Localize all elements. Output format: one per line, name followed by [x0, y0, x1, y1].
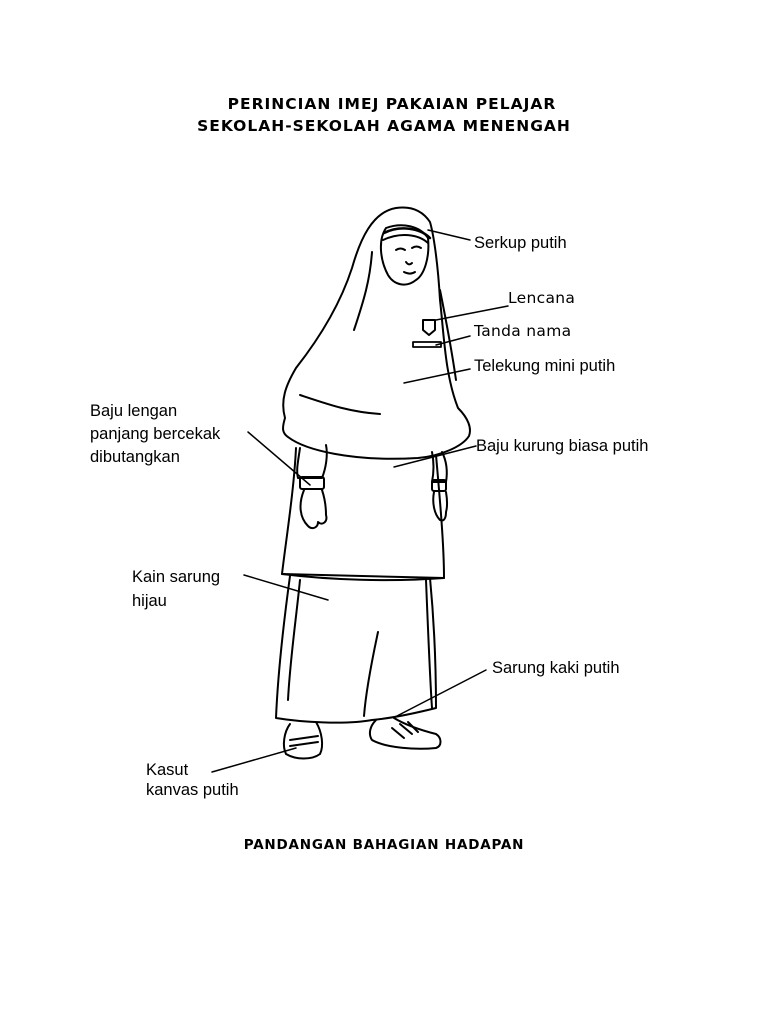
- label-kain-line-1: Kain sarung: [132, 568, 221, 586]
- label-sarung-kaki: Sarung kaki putih: [492, 659, 620, 677]
- baju-kurung-outline: [282, 448, 444, 580]
- label-kasut-line-1: Kasut: [146, 761, 189, 779]
- label-baju-lengan-line-3: dibutangkan: [90, 448, 180, 466]
- label-baju-kurung: Baju kurung biasa putih: [476, 437, 649, 455]
- pointer-baju-lengan: [248, 432, 310, 485]
- label-telekung: Telekung mini putih: [474, 357, 616, 375]
- right-shoe: [370, 718, 441, 749]
- pointer-sarung-kaki: [395, 670, 486, 717]
- label-kasut-line-2: kanvas putih: [146, 781, 239, 799]
- pointer-tanda-nama: [436, 336, 470, 345]
- telekung-outline: [283, 208, 470, 459]
- pointer-kain: [244, 575, 328, 600]
- label-lencana: Lencana: [508, 289, 576, 307]
- title-line-1: PERINCIAN IMEJ PAKAIAN PELAJAR: [227, 95, 557, 113]
- pointer-telekung: [404, 369, 470, 383]
- label-serkup: Serkup putih: [474, 234, 567, 252]
- title-line-2: SEKOLAH-SEKOLAH AGAMA MENENGAH: [197, 117, 571, 135]
- label-baju-lengan-line-2: panjang bercekak: [90, 425, 221, 443]
- pointer-lencana: [436, 306, 508, 320]
- label-tanda-nama: Tanda nama: [474, 322, 572, 340]
- label-kain-line-2: hijau: [132, 592, 167, 610]
- left-sleeve: [297, 445, 327, 478]
- pointer-kasut: [212, 748, 296, 772]
- left-hand: [301, 490, 327, 528]
- lencana-badge: [423, 320, 435, 335]
- view-caption: PANDANGAN BAHAGIAN HADAPAN: [243, 837, 525, 853]
- pointer-baju-kurung: [394, 446, 476, 467]
- kain-sarung-outline: [276, 576, 436, 723]
- label-baju-lengan-line-1: Baju lengan: [90, 402, 178, 420]
